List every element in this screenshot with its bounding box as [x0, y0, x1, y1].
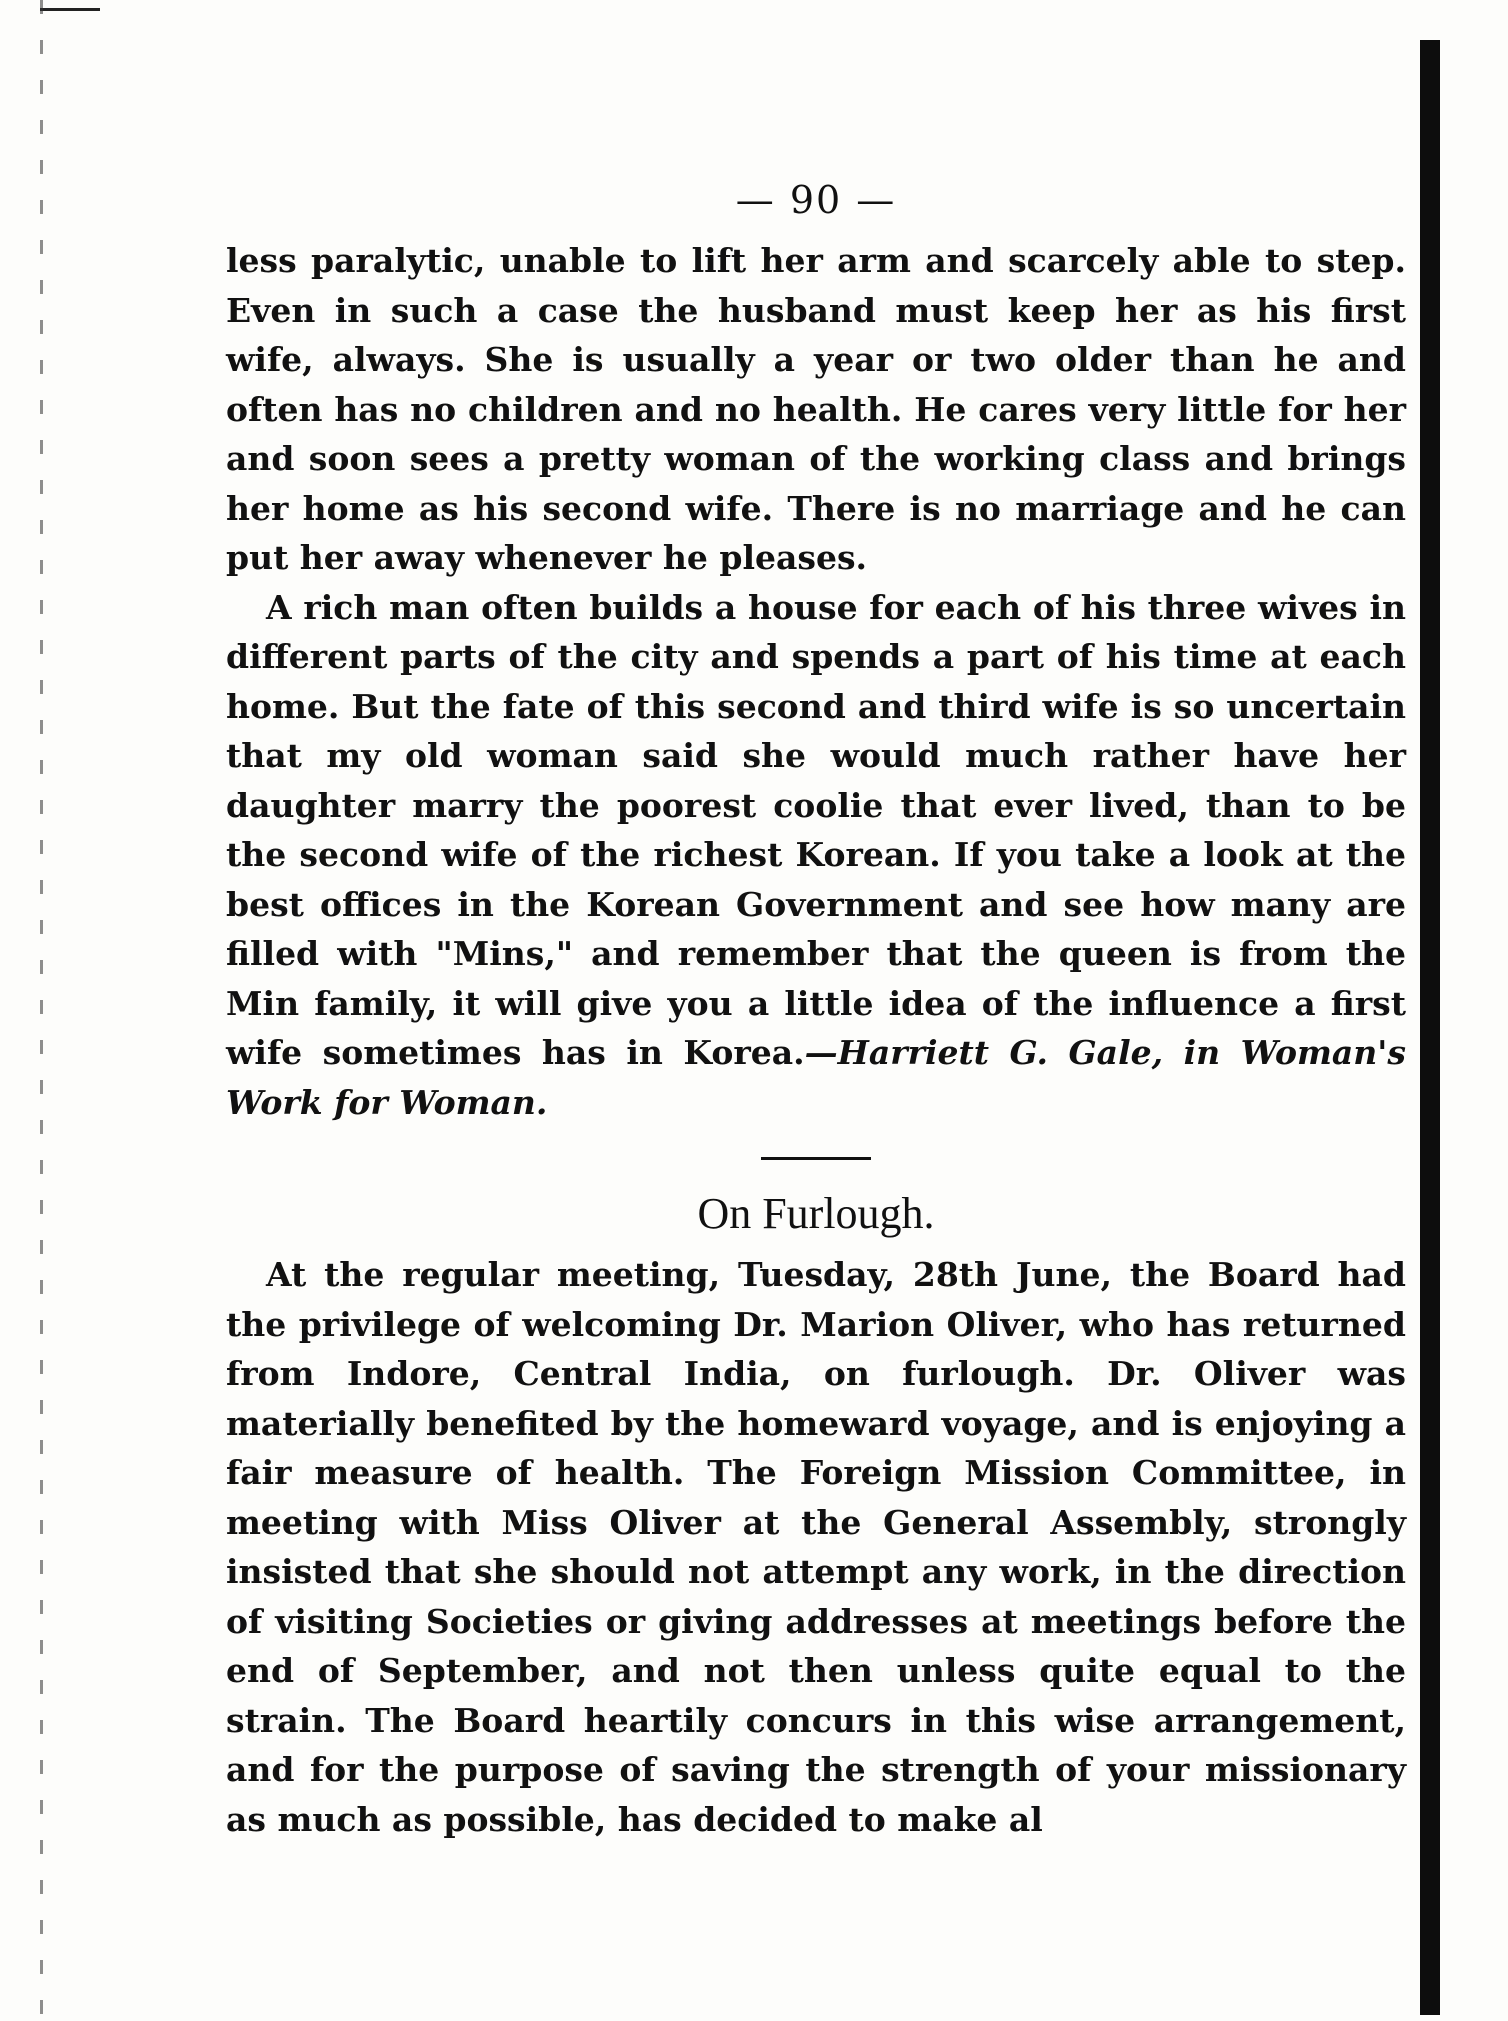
scan-right-edge-bar [1420, 40, 1440, 2015]
text-column [226, 178, 1406, 1844]
section-divider [761, 1157, 871, 1160]
page-number: — 90 — [735, 178, 897, 222]
scan-left-edge-marks [40, 0, 43, 2021]
paragraph-rich-man [226, 583, 1406, 1128]
continued-paragraph: less paralytic, unable to lift her arm and scarcely able to step. Even in such a case the husband must keep her as his first wife, always. She is usually a year or two older than he and often has no children and no health. He cares very little for her and soon sees a pretty woman of the working class and brings her home as his second wife. There is no marriage and he can put her away whenever he pleases. [226, 241, 1406, 577]
paragraph-rich-man-text: A rich man often builds a house for each of his three wives in different parts of the city and spends a part of his time at each home. But the fate of this second and third wife is so uncertain that my old woman said she would much rather have her daughter marry the poorest coolie that ever lived, than to be the second wife of the richest Korean. If you take a look at the best offices in the Korean Government and see how many are filled with "Mins," and remember that the queen is from the Min family, it will give you a little idea of the influence a first wife sometimes has in Korea. [226, 587, 1406, 1072]
furlough-paragraph: At the regular meeting, Tuesday, 28th June, the Board had the privilege of welcoming Dr. Marion Oliver, who has returned from Indore, Central India, on furlough. Dr. Oliver was materially benefited by the homeward voyage, and is enjoying a fair measure of health. The Foreign Mission Committee, in meeting with Miss Oliver at the General Assembly, strongly insisted that she should not attempt any work, in the direction of visiting Societies or giving addresses at meetings before the end of September, and not then unless quite equal to the strain. The Board heartily concurs in this wise arrangement, and for the purpose of saving the strength of your missionary as much as possible, has decided to make al [226, 1255, 1406, 1839]
scan-top-rule [40, 8, 100, 11]
section-heading: On Furlough. [697, 1189, 935, 1238]
attribution: —Harriett G. Gale, in Woman's Work for Woman. [226, 1033, 1406, 1122]
